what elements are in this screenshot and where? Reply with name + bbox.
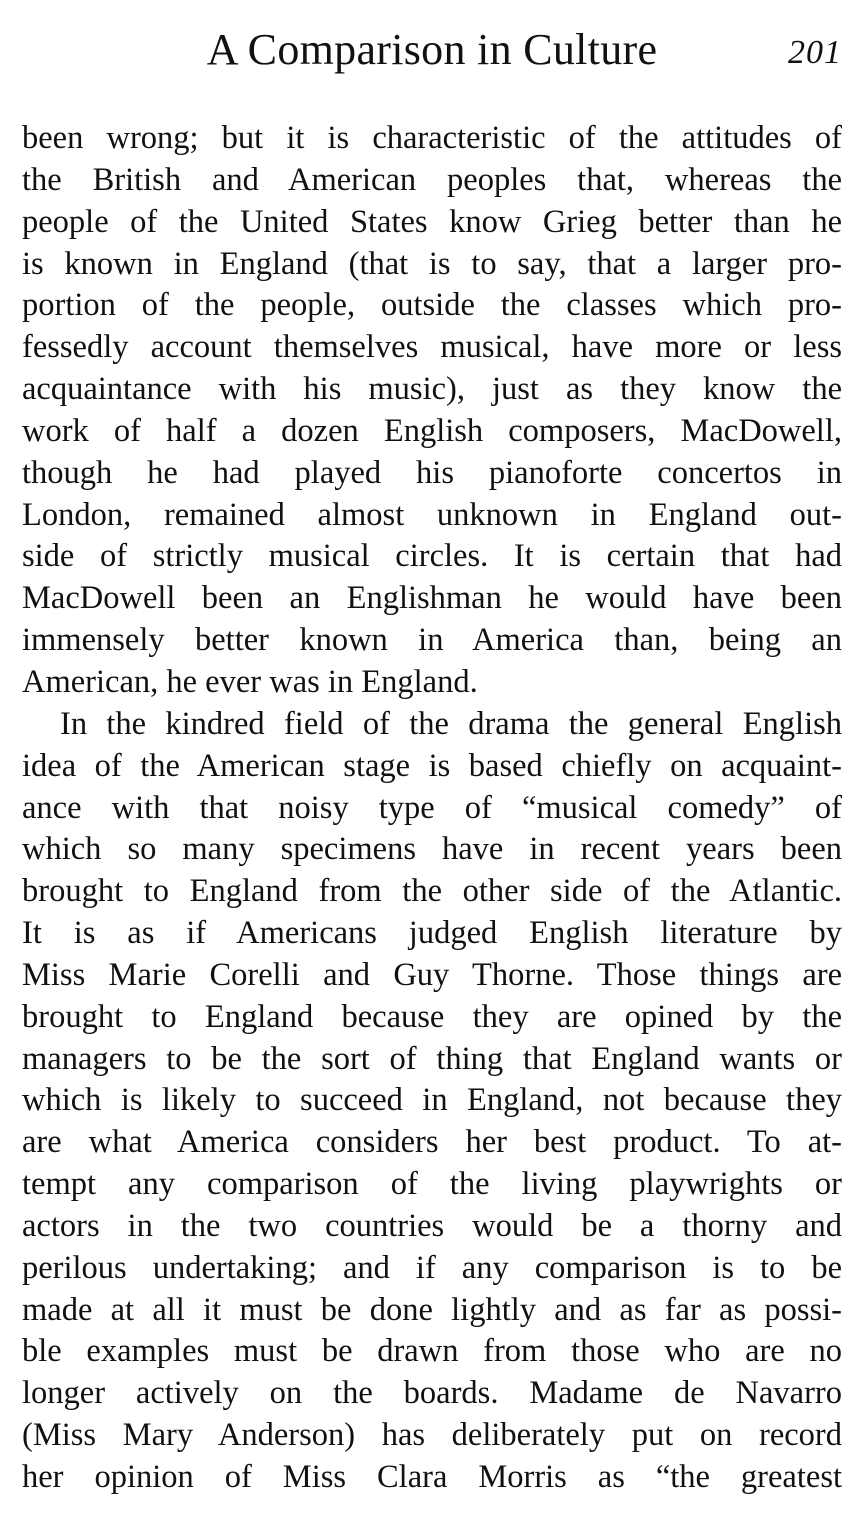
text-line: portion of the people, outside the classes which pro- — [22, 287, 842, 324]
text-line: people of the United States know Grieg better than he — [22, 203, 842, 240]
text-line: side of strictly musical circles. It is certain that had — [22, 538, 842, 575]
text-line: fessedly account themselves musical, have more or less — [22, 329, 842, 366]
text-line: London, remained almost unknown in England out- — [22, 496, 842, 533]
page-number: 201 — [788, 34, 842, 71]
text-line: made at all it must be done lightly and as far as possi- — [22, 1291, 842, 1328]
text-line: acquaintance with his music), just as they know the — [22, 371, 842, 408]
text-line: ble examples must be drawn from those who are no — [22, 1333, 842, 1370]
text-line: which so many specimens have in recent years been — [22, 831, 842, 868]
text-line: brought to England from the other side of the Atlantic. — [22, 873, 842, 910]
text-line: idea of the American stage is based chiefly on acquaint- — [22, 747, 842, 784]
running-title: A Comparison in Culture — [206, 25, 658, 74]
text-line: Miss Marie Corelli and Guy Thorne. Those things are — [22, 956, 842, 993]
text-line: ance with that noisy type of “musical comedy” of — [22, 789, 842, 826]
paragraph — [22, 704, 842, 1499]
text-line: tempt any comparison of the living playwrights or — [22, 1166, 842, 1203]
page-header — [22, 22, 842, 82]
text-line: are what America considers her best product. To at- — [22, 1124, 842, 1161]
text-line: American, he ever was in England. — [22, 663, 478, 700]
text-line: immensely better known in America than, being an — [22, 622, 842, 659]
text-line: longer actively on the boards. Madame de Navarro — [22, 1375, 842, 1412]
text-line: brought to England because they are opined by the — [22, 998, 842, 1035]
paragraph — [22, 118, 842, 704]
text-line: (Miss Mary Anderson) has deliberately put on record — [22, 1417, 842, 1454]
text-line: which is likely to succeed in England, not because they — [22, 1082, 842, 1119]
body-text — [22, 118, 842, 1499]
text-line: though he had played his pianoforte concertos in — [22, 454, 842, 491]
text-line: managers to be the sort of thing that England wants or — [22, 1040, 842, 1077]
text-line: work of half a dozen English composers, MacDowell, — [22, 412, 842, 449]
text-line: It is as if Americans judged English literature by — [22, 915, 842, 952]
text-line: perilous undertaking; and if any comparison is to be — [22, 1249, 842, 1286]
text-line: In the kindred field of the drama the general English — [60, 705, 842, 742]
text-line: been wrong; but it is characteristic of the attitudes of — [22, 120, 842, 156]
text-line: actors in the two countries would be a thorny and — [22, 1207, 842, 1244]
text-line: is known in England (that is to say, that a larger pro- — [22, 245, 842, 282]
text-line: MacDowell been an Englishman he would have been — [22, 580, 842, 617]
text-line: the British and American peoples that, whereas the — [22, 161, 842, 198]
text-line: her opinion of Miss Clara Morris as “the greatest — [22, 1459, 842, 1495]
